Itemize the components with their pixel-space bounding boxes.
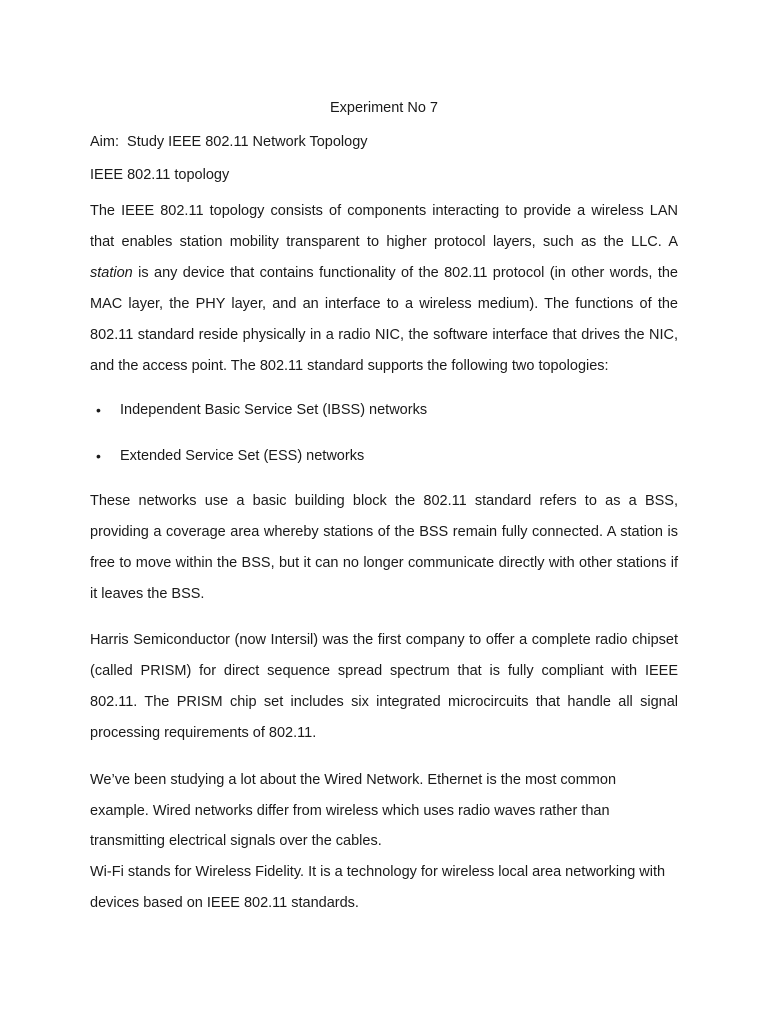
intro-text-start: The IEEE 802.11 topology consists of components interacting to provide a wireless LAN that enables station mobility transparent to higher protocol layers, such as the LLC. A: [90, 203, 678, 250]
aim-heading: Aim: Study IEEE 802.11 Network Topology: [90, 134, 368, 150]
wifi-paragraph: Wi-Fi stands for Wireless Fidelity. It is a technology for wireless local area networking with devices based on IEEE 802.11 standards.: [90, 864, 666, 911]
intro-text-end: is any device that contains functionality of the 802.11 protocol (in other words, the MAC layer, the PHY layer, and an interface to a wireless medium). The functions of the 802.11 standard reside physically in a radio NIC, the software interface that drives the NIC, and the access point. The 802.11 standard supports the following two topologies:: [90, 265, 678, 374]
wired-network-paragraph: We’ve been studying a lot about the Wired Network. Ethernet is the most common example. Wired networks differ from wireless which uses radio waves rather than transmitting electrical signals over the cables.: [90, 772, 617, 849]
station-term: station: [90, 265, 133, 281]
bullet-icon: •: [96, 448, 101, 464]
bullet-icon: •: [96, 402, 101, 418]
bss-paragraph: These networks use a basic building block the 802.11 standard refers to as a BSS, providing a coverage area whereby stations of the BSS remain fully connected. A station is free to move within the BSS, but it can no longer communicate directly with other stations if it leaves the BSS.: [90, 493, 678, 602]
list-item-text: Independent Basic Service Set (IBSS) networks: [120, 402, 428, 418]
intro-paragraph: [90, 196, 678, 382]
list-item-text: Extended Service Set (ESS) networks: [120, 448, 365, 464]
page-title: Experiment No 7: [330, 100, 438, 116]
prism-paragraph: Harris Semiconductor (now Intersil) was the first company to offer a complete radio chipset (called PRISM) for direct sequence spread spectrum that is fully compliant with IEEE 802.11. The PRISM chip set includes six integrated microcircuits that handle all signal processing requirements of 802.11.: [90, 632, 678, 741]
section-subheading: IEEE 802.11 topology: [90, 167, 230, 183]
